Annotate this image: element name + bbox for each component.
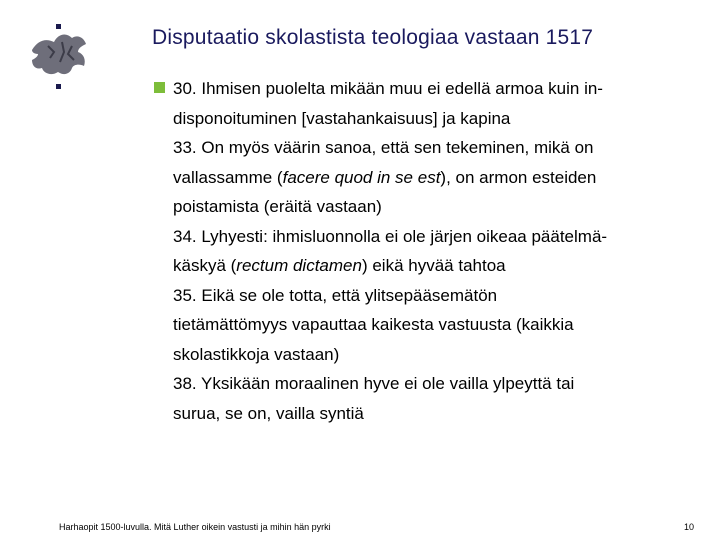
body-text-segment: poistamista (eräitä vastaan) bbox=[173, 197, 382, 216]
body-text-segment: ) eikä hyvää tahtoa bbox=[361, 256, 506, 275]
slide-body bbox=[154, 74, 699, 428]
university-logo-icon bbox=[28, 24, 90, 104]
body-line bbox=[154, 340, 699, 370]
body-text-segment: surua, se on, vailla syntiä bbox=[173, 403, 364, 423]
slide-title: Disputaatio skolastista teologiaa vastaan 1517 bbox=[152, 26, 594, 49]
footer-text: Harhaopit 1500-luvulla. Mitä Luther oikein vastusti ja mihin hän pyrki bbox=[59, 522, 331, 532]
body-line bbox=[154, 399, 699, 429]
body-text-segment: vallassamme ( bbox=[173, 167, 283, 187]
body-line bbox=[154, 163, 699, 193]
body-line bbox=[154, 104, 699, 134]
body-line bbox=[154, 251, 699, 281]
body-text-segment: rectum dictamen bbox=[236, 256, 362, 275]
body-line bbox=[154, 74, 699, 104]
body-line bbox=[154, 310, 699, 340]
page-number: 10 bbox=[683, 522, 694, 532]
body-line bbox=[154, 222, 699, 252]
body-text-segment: 38. Yksikään moraalinen hyve ei ole vailla ylpeyttä tai bbox=[173, 374, 575, 393]
body-text-segment: ), on armon esteiden bbox=[440, 167, 597, 187]
body-text-segment: 30. Ihmisen puolelta mikään muu ei edellä armoa kuin in- bbox=[173, 79, 603, 98]
body-text-segment: 33. On myös väärin sanoa, että sen tekeminen, mikä on bbox=[173, 138, 594, 157]
body-line bbox=[154, 281, 699, 311]
body-text-segment: tietämättömyys vapauttaa kaikesta vastuusta (kaikkia bbox=[173, 315, 574, 334]
bullet-icon bbox=[154, 82, 165, 93]
body-text-segment: käskyä ( bbox=[173, 256, 237, 275]
body-text-segment: disponoituminen [vastahankaisuus] ja kapina bbox=[173, 108, 511, 128]
body-line bbox=[154, 192, 699, 222]
body-text-segment: 35. Eikä se ole totta, että ylitsepääsemätön bbox=[173, 285, 498, 305]
body-line bbox=[154, 369, 699, 399]
logo-square-bottom bbox=[56, 84, 61, 89]
body-text-segment: skolastikkoja vastaan) bbox=[173, 344, 340, 364]
body-line bbox=[154, 133, 699, 163]
body-text-segment: facere quod in se est bbox=[282, 167, 441, 187]
body-text-segment: 34. Lyhyesti: ihmisluonnolla ei ole järjen oikeaa päätelmä- bbox=[173, 226, 608, 246]
lion-emblem-icon bbox=[28, 28, 90, 80]
